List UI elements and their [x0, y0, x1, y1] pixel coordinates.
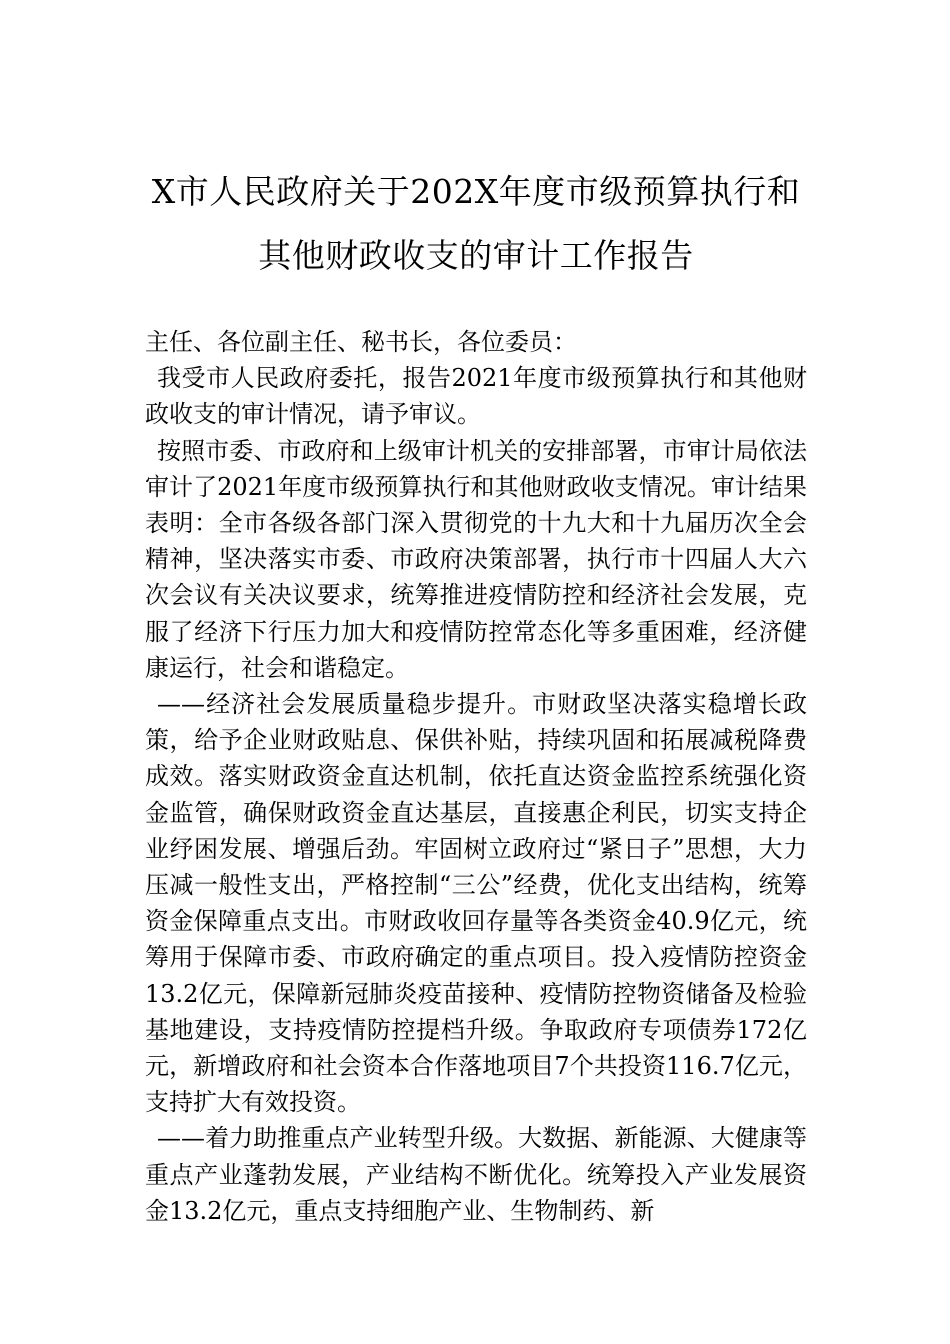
document-title: X市人民政府关于202X年度市级预算执行和其他财政收支的审计工作报告	[151, 172, 801, 275]
paragraph-4: ——着力助推重点产业转型升级。大数据、新能源、大健康等重点产业蓬勃发展，产业结构不断优化。统筹投入产业发展资金13.2亿元，重点支持细胞产业、生物制药、新	[145, 1124, 807, 1225]
document-body	[145, 324, 807, 1229]
salutation: 主任、各位副主任、秘书长，各位委员：	[145, 328, 577, 356]
paragraph-1: 我受市人民政府委托，报告2021年度市级预算执行和其他财政收支的审计情况，请予审议。	[145, 364, 807, 429]
paragraph-2: 按照市委、市政府和上级审计机关的安排部署，市审计局依法审计了2021年度市级预算执行和其他财政收支情况。审计结果表明：全市各级各部门深入贯彻党的十九大和十九届历次全会精神，坚决落实市委、市政府决策部署，执行市十四届人大六次会议有关决议要求，统筹推进疫情防控和经济社会发展，克服了经济下行压力加大和疫情防控常态化等多重困难，经济健康运行，社会和谐稳定。	[145, 436, 807, 682]
paragraph-3: ——经济社会发展质量稳步提升。市财政坚决落实稳增长政策，给予企业财政贴息、保供补贴，持续巩固和拓展减税降费成效。落实财政资金直达机制，依托直达资金监控系统强化资金监管，确保财政资金直达基层，直接惠企利民，切实支持企业纾困发展、增强后劲。牢固树立政府过“紧日子”思想，大力压减一般性支出，严格控制“三公”经费，优化支出结构，统筹资金保障重点支出。市财政收回存量等各类资金40.9亿元，统筹用于保障市委、市政府确定的重点项目。投入疫情防控资金13.2亿元，保障新冠肺炎疫苗接种、疫情防控物资储备及检验基地建设，支持疫情防控提档升级。争取政府专项债券172亿元，新增政府和社会资本合作落地项目7个共投资116.7亿元，支持扩大有效投资。	[145, 690, 807, 1117]
